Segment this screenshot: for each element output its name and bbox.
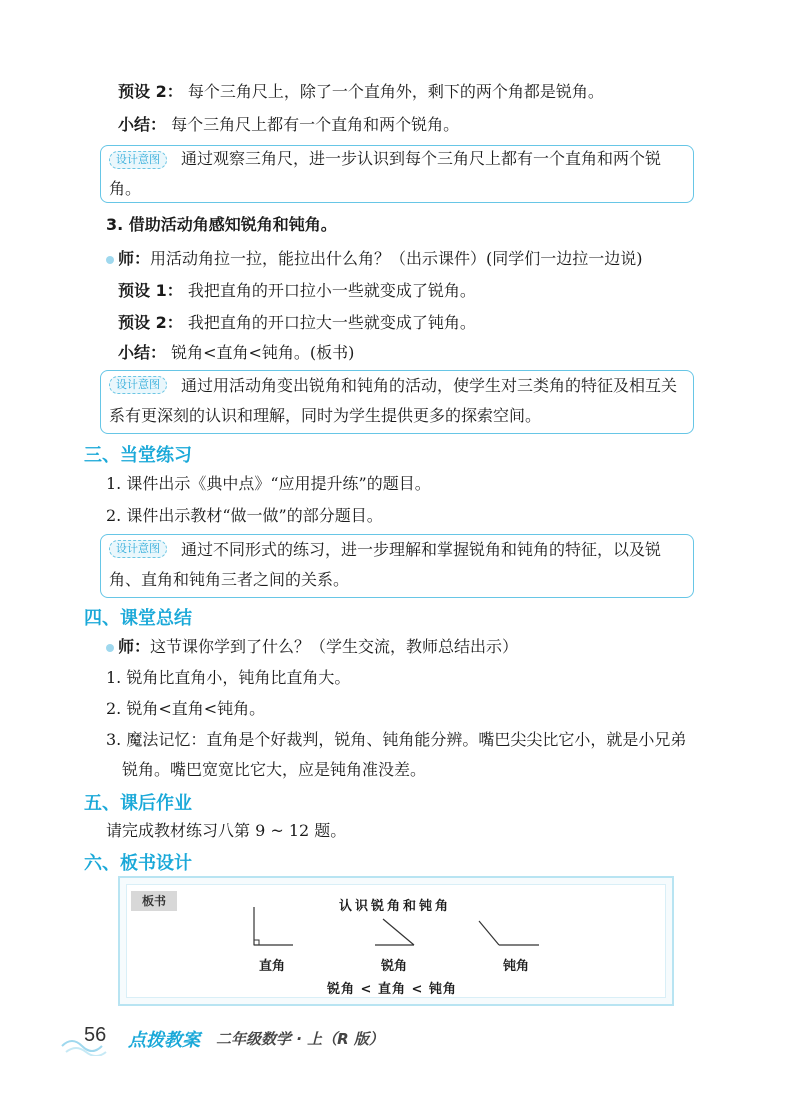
obtuse-angle-figure	[479, 921, 539, 945]
design-intent-box	[100, 145, 694, 203]
bullet-dot	[106, 644, 114, 652]
board-title: 认识锐角和钝角	[339, 899, 452, 914]
bullet-dot	[106, 256, 114, 264]
preset-label: 预设 2：	[118, 82, 183, 101]
design-intent-tag: 设计意图	[109, 540, 167, 558]
preset-text: 每个三角尺上，除了一个直角外，剩下的两个角都是锐角。	[187, 82, 604, 101]
brand-logo: 点拨教案	[128, 1030, 200, 1051]
item-3-title: 3. 借助活动角感知锐角和钝角。	[106, 215, 337, 234]
board-tag: 板书	[131, 891, 177, 911]
summary-text: 锐角<直角<钝角。(板书)	[171, 343, 355, 362]
label-right-angle: 直角	[259, 959, 286, 974]
teacher-line	[106, 635, 518, 659]
practice-item-1: 1. 课件出示《典中点》“应用提升练”的题目。	[106, 474, 431, 493]
section-practice-heading: 三、当堂练习	[84, 445, 192, 466]
acute-angle-figure	[375, 919, 414, 945]
preset-label: 预设 1：	[118, 281, 183, 300]
preset-1-line	[118, 279, 476, 303]
preset-text: 我把直角的开口拉大一些就变成了钝角。	[187, 313, 476, 332]
preset-2-line	[118, 80, 604, 104]
board-panel	[126, 884, 666, 998]
design-intent-box	[100, 370, 694, 434]
board-relation: 锐角 < 直角 < 钝角	[327, 982, 457, 997]
board-design	[118, 876, 674, 1006]
section-summary-heading: 四、课堂总结	[84, 608, 192, 629]
homework-text: 请完成教材练习八第 9 ~ 12 题。	[106, 821, 347, 840]
teacher-text: 用活动角拉一拉，能拉出什么角？（出示课件）(同学们一边拉一边说)	[150, 249, 643, 268]
teacher-label: 师：	[118, 637, 151, 656]
summary-item-2: 2. 锐角<直角<钝角。	[106, 699, 266, 718]
label-obtuse-angle: 钝角	[503, 959, 530, 974]
summary-item-1: 1. 锐角比直角小，钝角比直角大。	[106, 668, 351, 687]
section-board-heading: 六、板书设计	[84, 853, 192, 874]
teacher-line	[106, 247, 643, 271]
label-acute-angle: 锐角	[381, 959, 408, 974]
teacher-label: 师：	[118, 249, 151, 268]
preset-label: 预设 2：	[118, 313, 183, 332]
section-homework-heading: 五、课后作业	[84, 793, 192, 814]
summary-text: 每个三角尺上都有一个直角和两个锐角。	[171, 115, 460, 134]
design-intent-tag: 设计意图	[109, 376, 167, 394]
summary-item-3-line1: 3. 魔法记忆：直角是个好裁判，锐角、钝角能分辨。嘴巴尖尖比它小，就是小兄弟	[106, 730, 687, 749]
book-subject: 二年级数学 · 上（R 版）	[216, 1030, 384, 1048]
design-intent-text: 通过用活动角变出锐角和钝角的活动，使学生对三类角的特征及相互关系有更深刻的认识和理解，同时为学生提供更多的探索空间。	[109, 376, 678, 425]
summary-label: 小结：	[118, 115, 167, 134]
right-angle-figure	[254, 907, 293, 945]
practice-item-2: 2. 课件出示教材“做一做”的部分题目。	[106, 506, 383, 525]
design-intent-text: 通过不同形式的练习，进一步理解和掌握锐角和钝角的特征，以及锐角、直角和钝角三者之间的关系。	[109, 540, 662, 589]
summary-line	[118, 341, 354, 365]
teacher-text: 这节课你学到了什么？（学生交流，教师总结出示）	[150, 637, 519, 656]
summary-item-3-line2: 锐角。嘴巴宽宽比它大，应是钝角准没差。	[122, 760, 427, 779]
design-intent-box	[100, 534, 694, 598]
design-intent-text: 通过观察三角尺，进一步认识到每个三角尺上都有一个直角和两个锐角。	[109, 149, 662, 198]
preset-2-line	[118, 311, 476, 335]
page-number: 56	[84, 1024, 107, 1046]
summary-label: 小结：	[118, 343, 167, 362]
summary-line	[118, 113, 459, 137]
design-intent-tag: 设计意图	[109, 151, 167, 169]
preset-text: 我把直角的开口拉小一些就变成了锐角。	[187, 281, 476, 300]
